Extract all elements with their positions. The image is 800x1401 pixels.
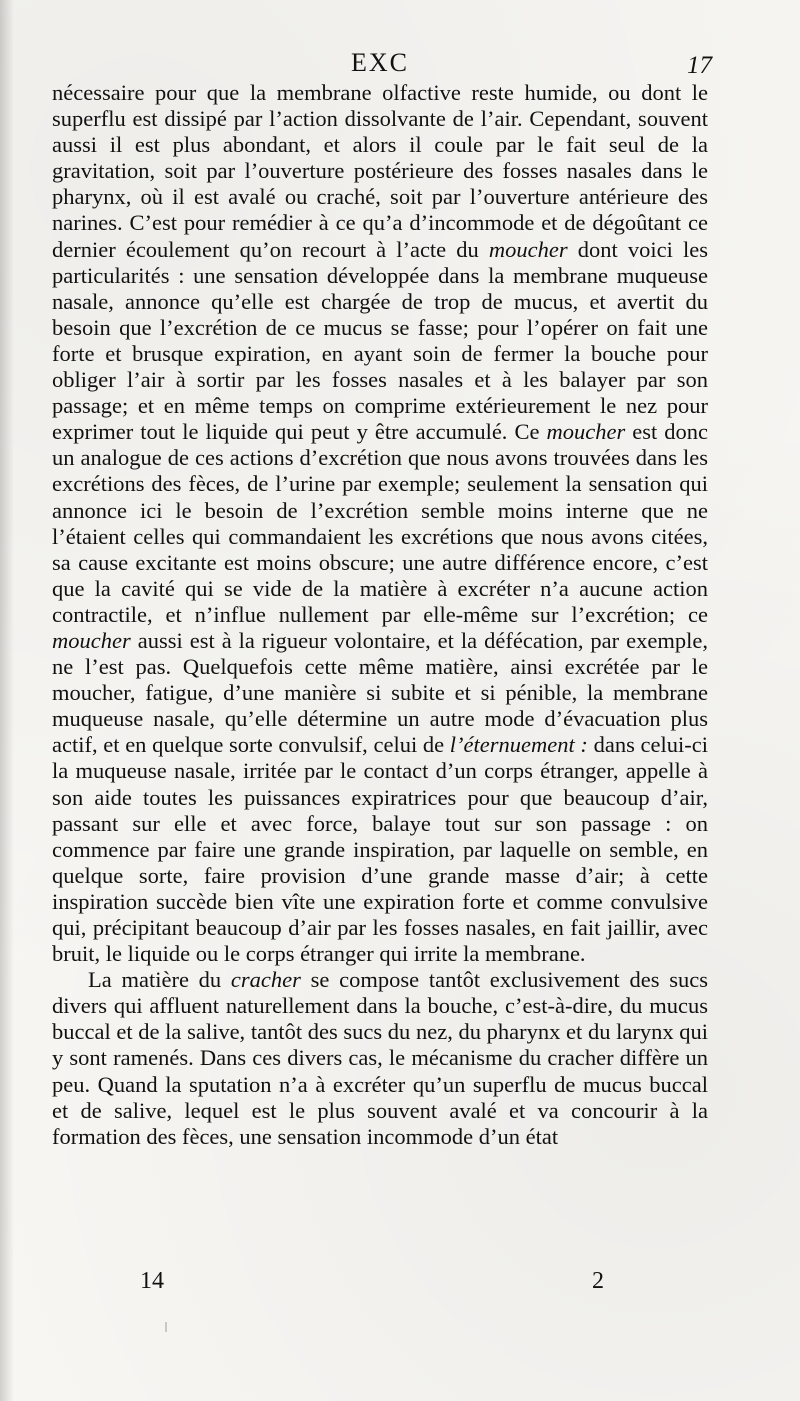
text-run: nécessaire pour que la membrane olfactive reste humide, ou dont le superflu est dissipé par l’action dissolvante de l’air. Cependant, souvent aussi il est plus abondant, et alors il coule par le fait seul de la gravitation, soit par l’ouverture postérieure des fosses nasales dans le pharynx, où il est avalé ou craché, soit par l’ouverture antérieure des narines. C’est pour remédier à ce qu’a d’incommode et de dégoûtant ce dernier écoulement qu’on recourt à l’acte du — [52, 80, 708, 262]
page-footer — [0, 1268, 800, 1300]
running-head-word: EXC — [351, 48, 409, 77]
text-run: aussi est à la rigueur volontaire, et la défécation, par exemple, ne l’est pas. Quelquefois cette même matière, ainsi excrétée par le moucher, fatigue, d’une manière si subite et si pénible, la membrane muqueuse nasale, qu’elle détermine un autre mode d’évacuation plus actif, et en quelque sorte convulsif, celui de — [52, 627, 708, 758]
body-text — [52, 80, 708, 1150]
text-run: est donc un analogue de ces actions d’excrétion que nous avons trouvées dans les excrétions des fèces, de l’urine par exemple; seulement la sensation qui annonce ici le besoin de l’excrétion semble moins interne que ne l’étaient celles qui commandaient les excrétions que nous avons citées, sa cause excitante est moins obscure; une autre différence encore, c’est que la cavité qui se vide de la matière à excréter n’a aucune action contractile, et n’influe nullement par elle-même sur l’excrétion; ce — [52, 419, 709, 627]
text-run: dont voici les particularités : une sensation développée dans la membrane muqueuse nasale, annonce qu’elle est chargée de trop de mucus, et avertit du besoin que l’excrétion de ce mucus se fasse; pour l’opérer on fait une forte et brusque expiration, en ayant soin de fermer la bouche pour obliger l’air à sortir par les fosses nasales et à les balayer par son passage; et en même temps on comprime extérieurement le nez pour exprimer tout le liquide qui peut y être accumulé. Ce — [52, 236, 709, 445]
binding-gutter-shadow — [0, 0, 14, 1401]
sheet-number: 2 — [592, 1268, 604, 1294]
paragraph-moucher — [52, 80, 708, 967]
running-head — [0, 46, 800, 80]
paper-speck — [165, 1322, 167, 1332]
italic-term: cracher — [230, 967, 301, 993]
text-run: dans celui-ci la muqueuse nasale, irritée par le contact d’un corps étranger, appelle à son aide toutes les puissances expiratrices pour que beaucoup d’air, passant sur elle et avec force, balaye tout sur son passage : on commence par faire une grande inspiration, par laquelle on semble, en quelque sorte, faire provision d’une grande masse d’air; à cette inspiration succède bien vîte une expiration forte et comme convulsive qui, précipitant beaucoup d’air par les fosses nasales, en fait jaillir, avec bruit, le liquide ou le corps étranger qui irrite la membrane. — [52, 732, 708, 967]
italic-term: moucher — [546, 419, 626, 445]
italic-term: moucher — [52, 627, 131, 653]
text-run: se compose tantôt exclusivement des sucs divers qui affluent naturellement dans la bouche, c’est-à-dire, du mucus buccal et de la salive, tantôt des sucs du nez, du pharynx et du larynx qui y sont ramenés. Dans ces divers cas, le mécanisme du cracher diffère un peu. Quand la sputation n’a à excréter qu’un superflu de mucus buccal et de salive, lequel est le plus souvent avalé et va concourir à la formation des fèces, une sensation incommode d’un état — [52, 967, 708, 1149]
text-run: La matière du — [88, 967, 231, 993]
signature-mark: 14 — [140, 1268, 164, 1294]
paragraph-cracher — [52, 967, 708, 1150]
italic-term: moucher — [488, 236, 568, 262]
page-number: 17 — [687, 52, 712, 79]
italic-term: l’éternuement : — [449, 732, 588, 758]
